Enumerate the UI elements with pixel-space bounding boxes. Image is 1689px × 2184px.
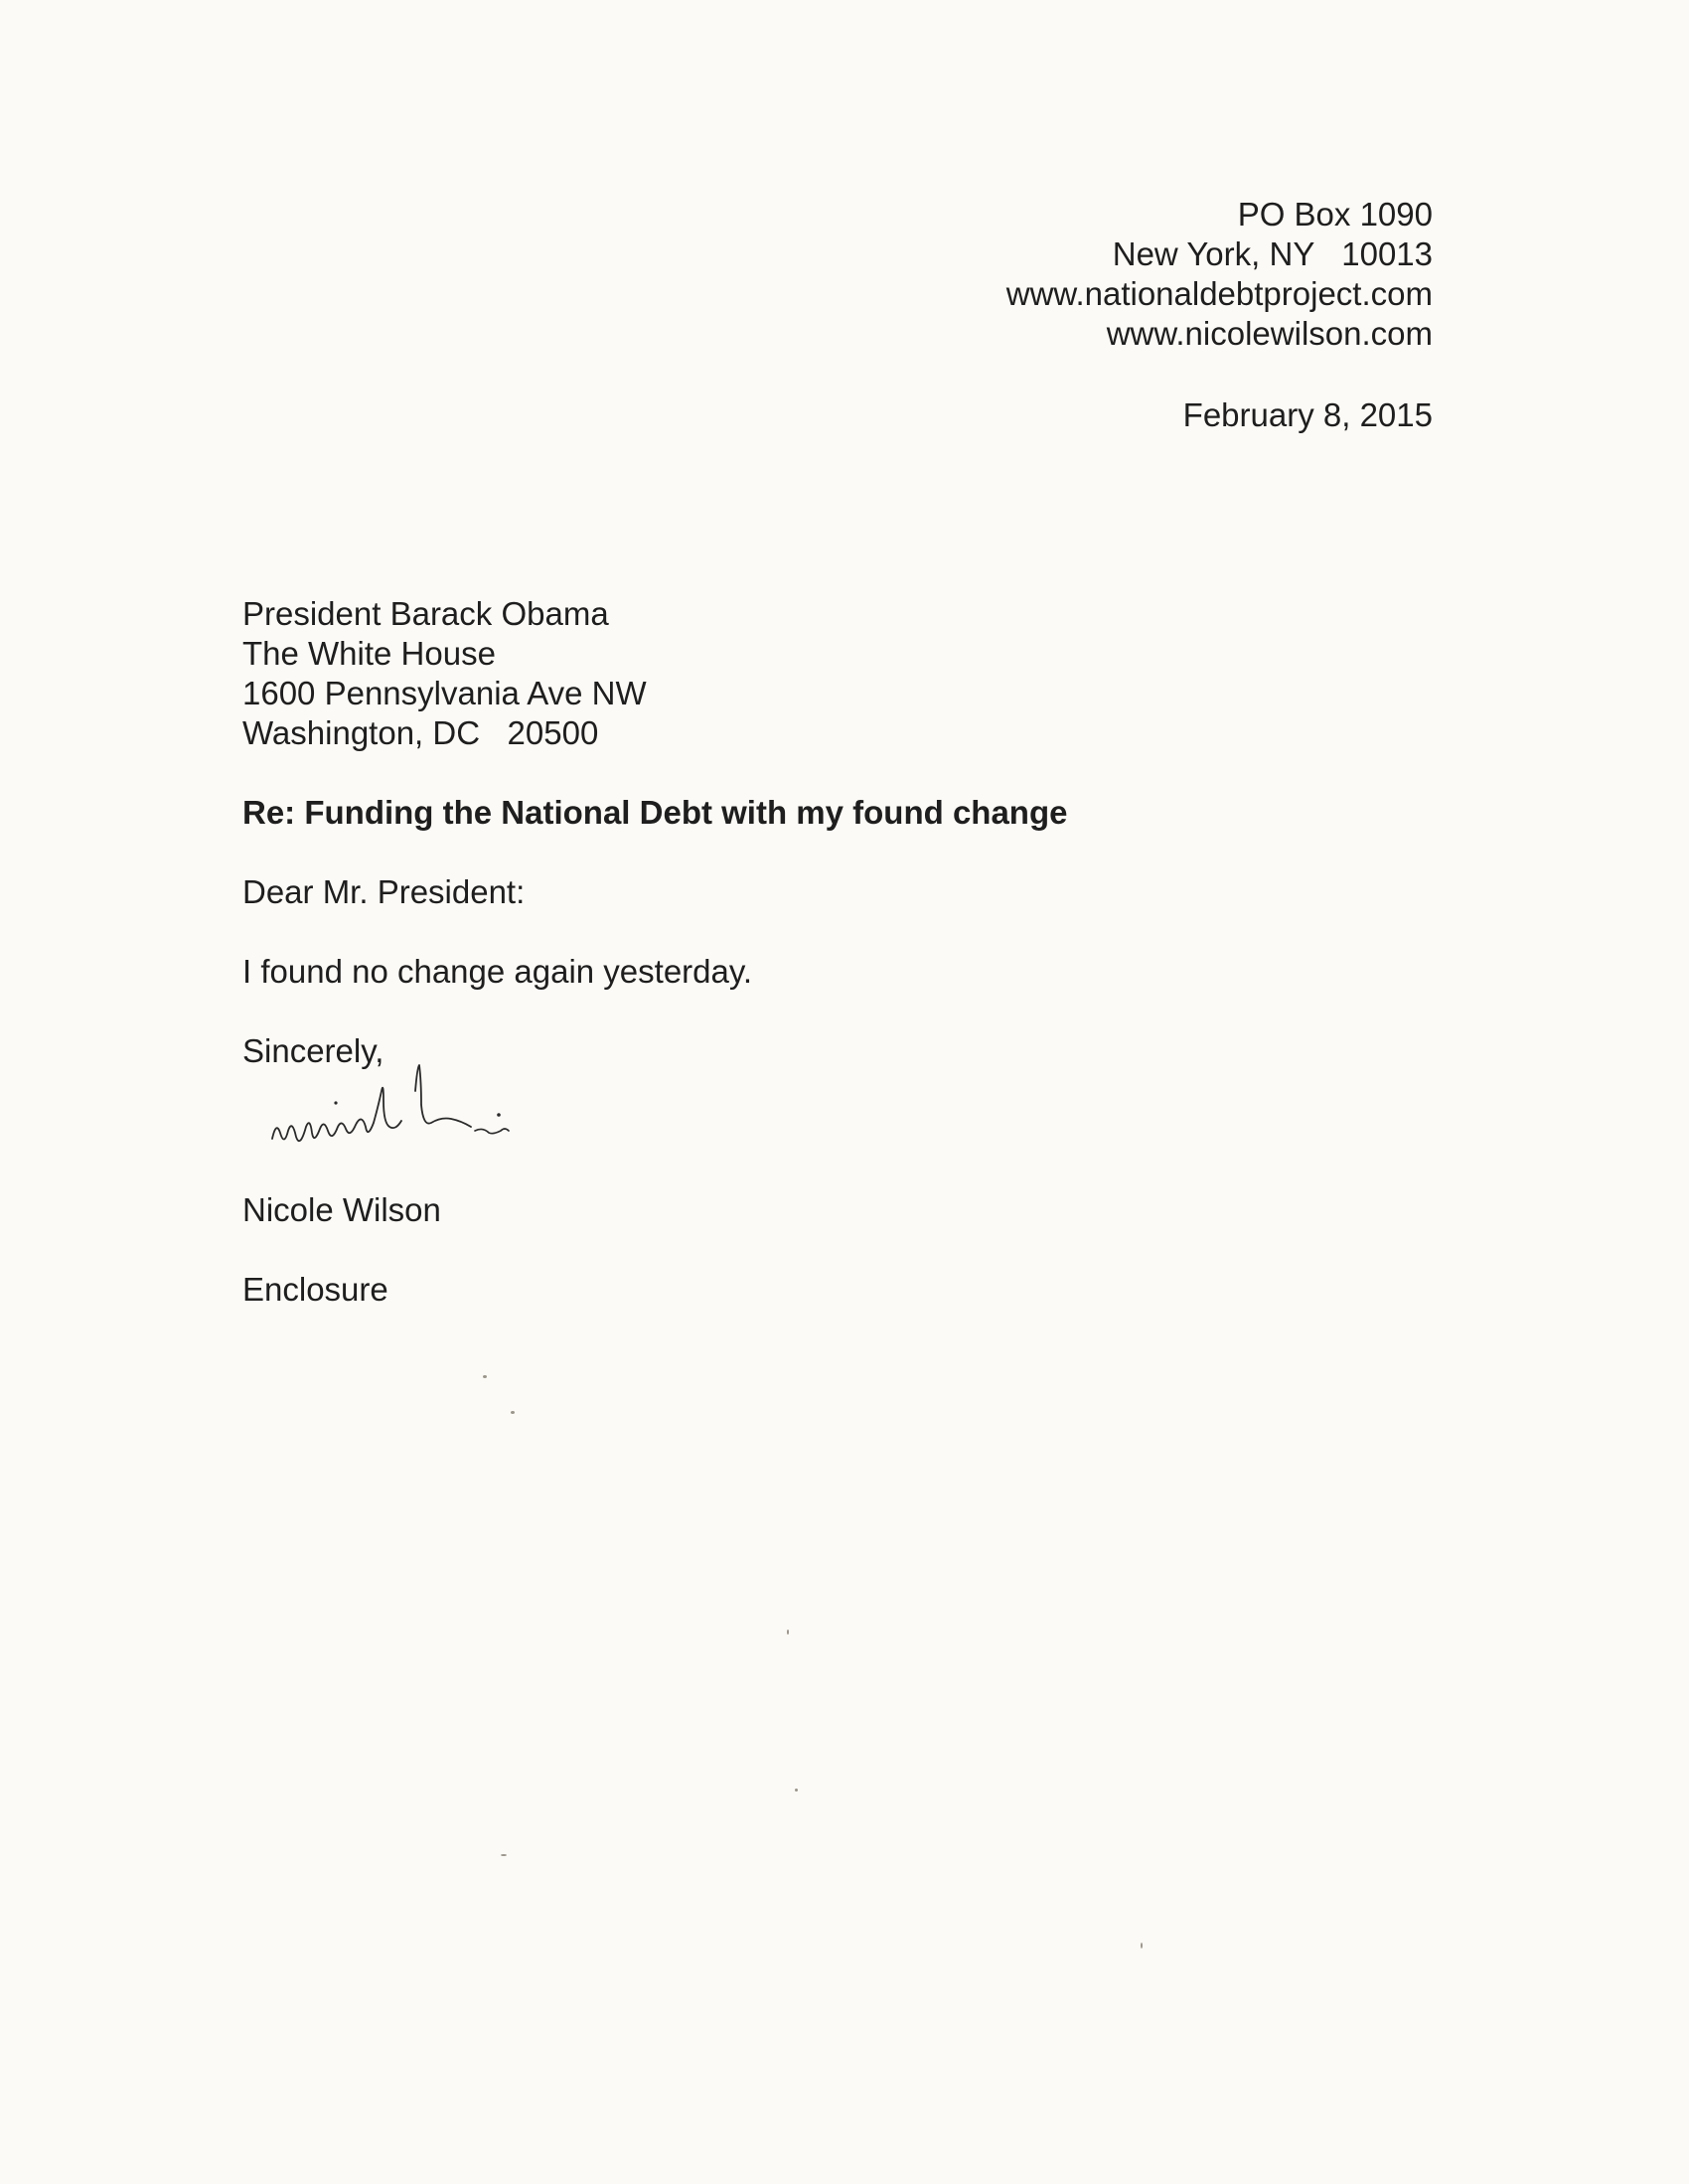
sender-website-personal: www.nicolewilson.com — [1106, 315, 1433, 352]
recipient-address-block — [242, 594, 647, 753]
handwritten-signature — [266, 1061, 584, 1170]
recipient-street: 1600 Pennsylvania Ave NW — [242, 675, 647, 711]
subject-line: Re: Funding the National Debt with my found change — [242, 794, 1068, 831]
sender-website-project: www.nationaldebtproject.com — [1005, 275, 1433, 312]
closing: Sincerely, — [242, 1032, 384, 1069]
signer-name: Nicole Wilson — [242, 1191, 441, 1228]
paper-speck — [1141, 1943, 1143, 1949]
paper-speck — [501, 1854, 507, 1856]
paper-speck — [511, 1411, 515, 1414]
paper-speck — [787, 1630, 789, 1635]
sender-address-block — [1006, 195, 1433, 354]
recipient-city-state-zip: Washington, DC 20500 — [242, 714, 599, 751]
letter-date: February 8, 2015 — [1182, 396, 1433, 433]
enclosure-note: Enclosure — [242, 1271, 388, 1308]
paper-speck — [795, 1789, 798, 1792]
body-paragraph: I found no change again yesterday. — [242, 953, 753, 990]
salutation: Dear Mr. President: — [242, 873, 526, 910]
recipient-organization: The White House — [242, 635, 496, 672]
sender-po-box: PO Box 1090 — [1237, 196, 1433, 233]
recipient-name: President Barack Obama — [242, 595, 609, 632]
paper-speck — [483, 1375, 487, 1378]
sender-city-state-zip: New York, NY 10013 — [1112, 235, 1433, 272]
